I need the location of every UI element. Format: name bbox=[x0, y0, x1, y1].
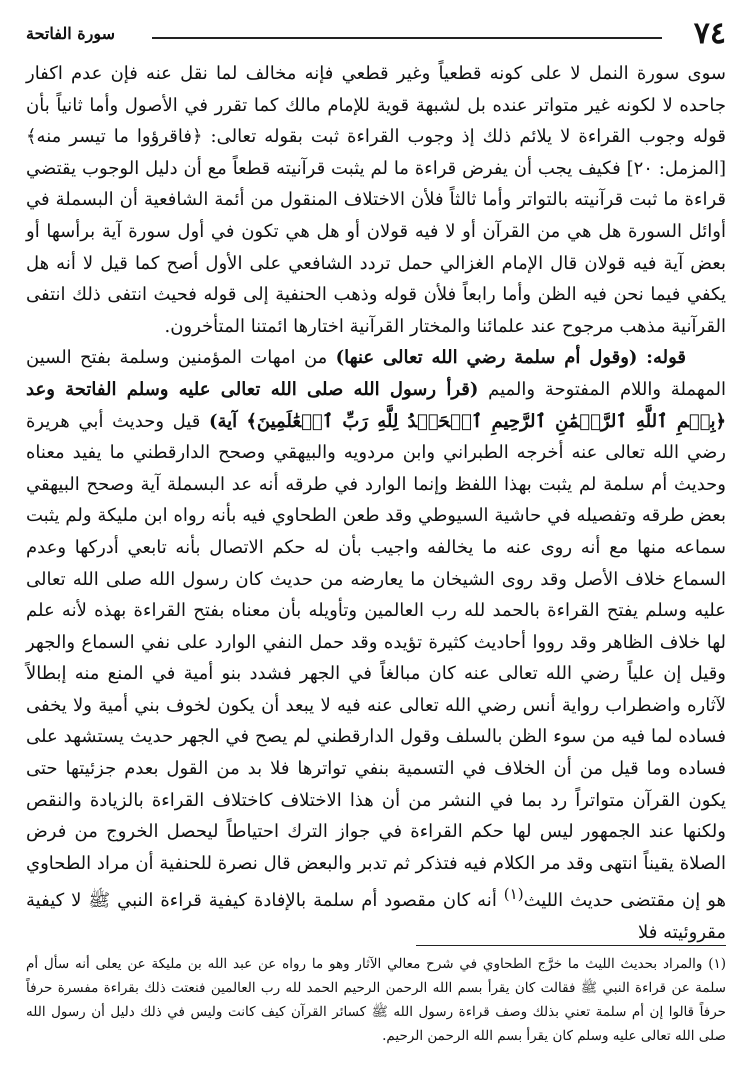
page-number: ٧٤ bbox=[693, 16, 726, 51]
footnote-text: والمراد بحديث الليث ما خرَّج الطحاوي في شرح معالي الآثار وهو ما رواه عن عبد الله بن مليكة عن يعلى أنه سأل أم سلمة عن قراءة النبي ﷺ فقالت كان يقرأ بسم الله الرحمن الرحيم الحمد لله رب العالمين فنعتت ذلك بقراءة مفسرة حرفاً حرفاً قالوا إن أم سلمة تعني بذلك وصف قراءة رسول الله ﷺ كسائر القرآن كيف كانت وليس في ذلك دليل أن رسول الله صلى الله تعالى عليه وسلم كان يقرأ بسم الله الرحمن الرحيم. bbox=[26, 956, 726, 1044]
footnote bbox=[26, 952, 726, 1048]
paragraph-2-text-a: من امهات المؤمنين وسلمة بفتح السين المهملة واللام المفتوحة والميم bbox=[26, 347, 726, 400]
page-header bbox=[26, 14, 726, 54]
footnote-rule bbox=[416, 945, 726, 946]
footnote-marker: (١) bbox=[708, 956, 727, 972]
paragraph-2 bbox=[26, 342, 726, 948]
main-text bbox=[26, 58, 726, 949]
hadith-quote: (قرأ رسول الله صلى الله تعالى عليه وسلم الفاتحة وعد ﴿بِسۡمِ ٱللَّهِ ٱلرَّحۡمَٰنِ ٱلرَّحِيمِ ٱلۡحَمۡدُ لِلَّهِ رَبِّ ٱلۡعَٰلَمِينَ﴾ آية) bbox=[26, 378, 726, 432]
header-rule bbox=[152, 37, 662, 39]
paragraph-2-text-b: قيل وحديث أبي هريرة رضي الله تعالى عنه أخرجه الطبراني وابن مردويه والبيهقي وصحح الدارقطني ما يفيد معناه وحديث أم سلمة لم يثبت بهذا اللفظ وإنما الوارد في طرقه أنه عد البسملة آية وصحح البيهقي بعض طرقه وتفصيله في حاشية السيوطي وقد طعن الطحاوي فيه بأنه رواه ابن مليكة ولم يثبت سماعه منها مع أنه روى عنه ما يخالفه واجيب بأن له حكم الاتصال بأنه تابعي أدركها وعدم السماع خلاف الأصل وقد روى الشيخان ما يعارضه من حديث كان رسول الله صلى الله تعالى عليه وسلم يفتح القراءة بالحمد لله رب العالمين وتأويله بأن معناه بفتح القراءة بهذه لأنه علم لها خلاف الظاهر وقد رووا أحاديث كثيرة تؤيده وقد حمل النفي الوارد على نفي السماع والجهر وقيل إن علياً رضي الله تعالى عنه كان مبالغاً في الجهر فشدد بنو أمية في المنع منه إبطالاً لآثاره واضطراب رواية أنس رضي الله تعالى عنه فيه لا يبعد أن يكون لخوف بني أمية ولا يخفى فساده لما فيه من سوء الظن بالسلف وقول الدارقطني لم يصح في الجهر حديث يستشهد على فساده وما قيل من أن الخلاف في التسمية بنفي تواترها فلا بد من القول بعدم جزئيتها حتى يكون القرآن متواتراً رد بما في النشر من أن هذا الاختلاف كاختلاف القراءة بالزيادة والنقص ولكنها عند الجمهور ليس لها حكم القراءة في جواز الترك احتياطاً ليحصل الخروج من فرض الصلاة يقيناً انتهى وقد مر الكلام فيه فتذكر ثم تدبر والبعض قال نصرة للحنفية أن مراد الطحاوي هو إن مقتضى حديث الليث bbox=[26, 410, 727, 912]
commentary-lemma: قوله: (وقول أم سلمة رضي الله تعالى عنها) bbox=[335, 347, 686, 369]
running-title: سورة الفاتحة bbox=[26, 24, 115, 43]
paragraph-1: سوى سورة النمل لا على كونه قطعياً وغير قطعي فإنه مخالف لما نقل عنه فإن عدم اكفار جاحده لا لكونه غير متواتر عنده بل لشبهة قوية للإمام مالك كما تقرر في الأصول وأما ثانياً بأن قوله وجوب القراءة لا يلائم ذلك إذ وجوب القراءة ثبت بقوله تعالى: ﴿فاقرؤوا ما تيسر منه﴾ [المزمل: ٢٠] فكيف يجب أن يفرض قراءة ما لم يثبت قرآنيته قطعاً مع أن دليل الوجوب يقتضي قراءة ما ثبت قرآنيته بالتواتر وأما ثالثاً فلأن الاختلاف المنقول من أئمة الشافعية أن البسملة في أوائل السورة هل هي من القرآن أو لا فيه قولان أو هل هي تكون في أول سورة آية برأسها أو بعض آية فيه قولان قال الإمام الغزالي حمل تردد الشافعي على الأول أصح كما قيل لا أنه هل يكفي فيما نحن فيه الظن وأما رابعاً فلأن قوله وذهب الحنفية إلى قوله فحيث انتفى ذلك انتفى القرآنية مذهب مرجوح عند علمائنا والمختار القرآنية اختارها ائمتنا المتأخرون. bbox=[26, 63, 726, 337]
paragraph-2-text-c: أنه كان مقصود أم سلمة بالإفادة كيفية قراءة النبي ﷺ لا كيفية مقروئيته فلا bbox=[26, 890, 726, 944]
footnote-reference[interactable]: (١) bbox=[503, 885, 524, 904]
